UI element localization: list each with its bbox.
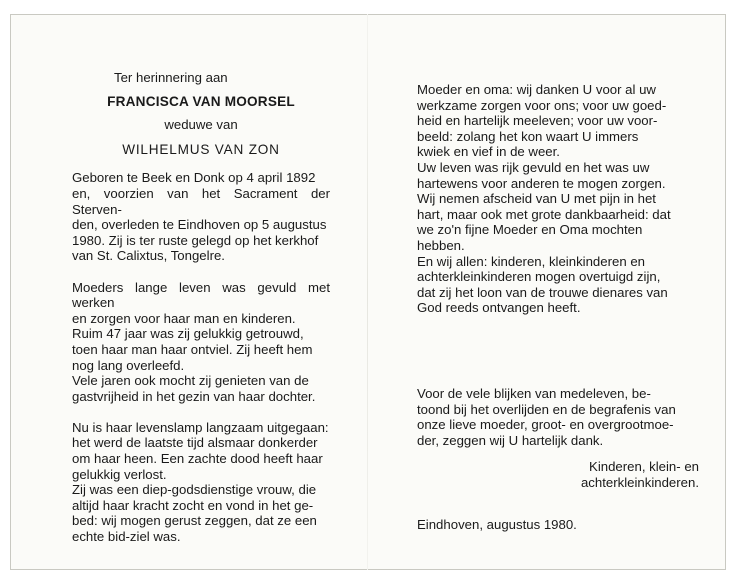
text-line: altijd haar kracht zocht en vond in het ge- <box>72 497 314 513</box>
text-line: onze lieve moeder, groot- en overgrootmoe- <box>417 417 674 433</box>
text-line: Moeder en oma: wij danken U voor al uw <box>417 82 656 97</box>
text-line: we zo'n fijne Moeder en Oma mochten <box>417 222 643 238</box>
life-paragraph <box>72 280 330 405</box>
end-paragraph <box>72 420 330 545</box>
text-line: en zorgen voor haar man en kinderen. <box>72 310 296 326</box>
text-line: der, zeggen wij U hartelijk dank. <box>417 432 604 448</box>
text-line: om haar heen. Een zachte dood heeft haar <box>72 451 323 467</box>
text-line: God reeds ontvangen heeft. <box>417 300 581 316</box>
text-line: beeld: zolang het kon waart U immers <box>417 128 639 144</box>
text-line: bed: wij mogen gerust zeggen, dat ze een <box>72 513 317 529</box>
text-line: hebben. <box>417 237 465 253</box>
husband-name: WILHELMUS VAN ZON <box>122 141 280 157</box>
text-line: Nu is haar levenslamp langzaam uitgegaan: <box>72 419 329 435</box>
text-line: 1980. Zij is ter ruste gelegd op het kerkhof <box>72 232 319 248</box>
text-line: het werd de laatste tijd alsmaar donkerder <box>72 435 318 451</box>
text-line: Wij nemen afscheid van U met pijn in het <box>417 191 656 207</box>
text-line: en, voorzien van het Sacrament der Sterven- <box>72 185 330 217</box>
text-line: Voor de vele blijken van medeleven, be- <box>417 385 651 401</box>
signature <box>417 459 707 490</box>
text-line: Ruim 47 jaar was zij gelukkig getrouwd, <box>72 326 304 342</box>
text-line: En wij allen: kinderen, kleinkinderen en <box>417 253 645 269</box>
thanks-paragraph <box>417 82 707 316</box>
text-line: toond bij het overlijden en de begrafenis van <box>417 401 676 417</box>
text-line: achterkleinkinderen mogen overtuigd zijn, <box>417 269 661 285</box>
deceased-name: FRANCISCA VAN MOORSEL <box>107 93 295 109</box>
card-fold-line <box>367 14 368 570</box>
signature-line: achterkleinkinderen. <box>580 474 699 490</box>
text-line: den, overleden te Eindhoven op 5 augustus <box>72 217 327 233</box>
text-line: echte bid-ziel was. <box>72 529 181 545</box>
text-line: Zij was een diep-godsdienstige vrouw, die <box>72 482 317 498</box>
text-line: heid en hartelijk meeleven; voor uw voor- <box>417 113 658 129</box>
text-line: nog lang overleefd. <box>72 357 185 373</box>
text-line: Moeders lange leven was gevuld met werken <box>72 279 330 311</box>
gratitude-paragraph <box>417 386 707 448</box>
signature-line: Kinderen, klein- en <box>589 459 699 475</box>
text-line: gelukkig verlost. <box>72 466 167 482</box>
place-date: Eindhoven, augustus 1980. <box>417 517 577 532</box>
text-line: gastvrijheid in het gezin van haar dochter. <box>72 388 316 404</box>
text-line: Geboren te Beek en Donk op 4 april 1892 <box>72 170 316 186</box>
text-line: Uw leven was rijk gevuld en het was uw <box>417 159 650 175</box>
text-line: hart, maar ook met grote dankbaarheid: dat <box>417 206 671 222</box>
text-line: kwiek en vief in de weer. <box>417 144 560 160</box>
text-line: Vele jaren ook mocht zij genieten van de <box>72 373 309 389</box>
left-page <box>72 70 330 545</box>
text-line: werkzame zorgen voor ons; voor uw goed- <box>417 97 667 113</box>
text-line: dat zij het loon van de trouwe dienares van <box>417 284 668 300</box>
right-page <box>417 82 707 490</box>
text-line: toen haar man haar ontviel. Zij heeft hem <box>72 341 313 357</box>
birth-death-paragraph <box>72 170 330 264</box>
text-line: van St. Calixtus, Tongelre. <box>72 248 225 264</box>
widow-of-label: weduwe van <box>164 117 238 133</box>
memorial-heading: Ter herinnering aan <box>114 70 228 85</box>
text-line: hartewens voor anderen te mogen zorgen. <box>417 175 666 191</box>
